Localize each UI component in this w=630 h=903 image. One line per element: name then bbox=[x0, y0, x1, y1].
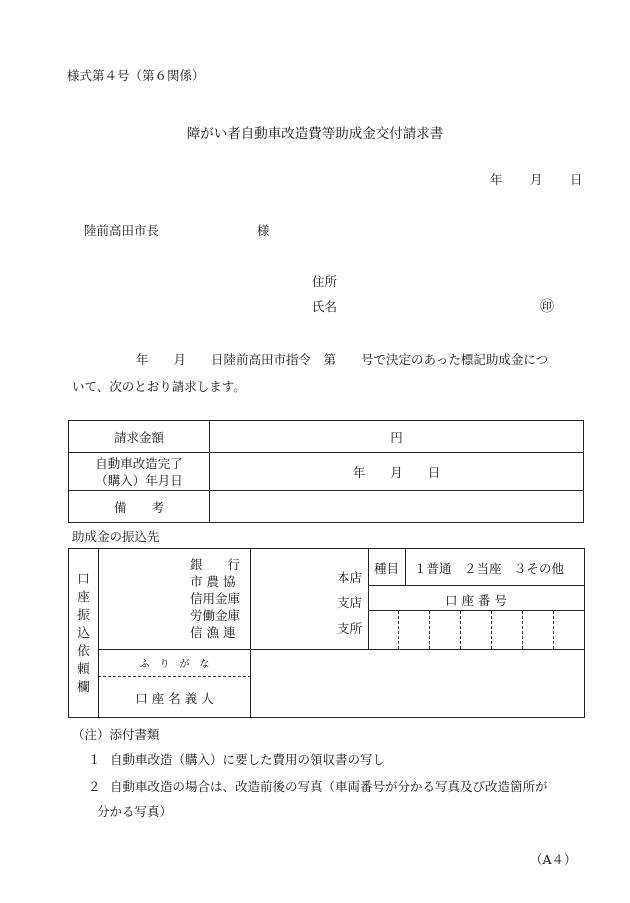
note-2-continued: 分かる写真） bbox=[97, 804, 173, 819]
note-2-number: ２ bbox=[88, 779, 101, 794]
branch-office: 支所 bbox=[337, 621, 363, 636]
date-year: 年 bbox=[490, 172, 503, 187]
note-1-text: 自動車改造（購入）に要した費用の領収書の写し bbox=[110, 752, 386, 767]
date-month: 月 bbox=[530, 172, 543, 187]
name-label: 氏名 bbox=[312, 299, 338, 314]
completion-date-cell[interactable] bbox=[210, 453, 584, 491]
claim-table bbox=[68, 420, 584, 523]
note-2-text: 自動車改造の場合は、改造前後の写真（車両番号が分かる写真及び改造箇所が bbox=[110, 779, 548, 794]
completion-value: 年 月 日 bbox=[352, 464, 441, 480]
institution-list: 銀 行 市 農 協 信用金庫 労働金庫 信 漁 連 bbox=[190, 557, 241, 640]
body-text-line1: 年 月 日陸前高田市指令 第 号で決定のあった標記助成金につ bbox=[136, 352, 549, 367]
type-options[interactable]: １普通 ２当座 ３その他 bbox=[414, 561, 565, 576]
side-label: 口 座 振 込 依 頼 欄 bbox=[77, 570, 90, 694]
paper-size: （A４） bbox=[530, 852, 577, 867]
remarks-label: 備 考 bbox=[69, 491, 210, 523]
note-1-number: １ bbox=[88, 752, 101, 767]
address-label: 住所 bbox=[312, 274, 338, 289]
amount-cell[interactable] bbox=[210, 421, 584, 453]
account-number-digits[interactable] bbox=[368, 611, 584, 649]
completion-label-cell bbox=[69, 453, 210, 491]
completion-label-1: 自動車改造完了 bbox=[95, 455, 183, 471]
branch-main: 本店 bbox=[337, 570, 363, 585]
account-number-label: 口 座 番 号 bbox=[445, 593, 507, 608]
remarks-cell[interactable] bbox=[210, 491, 584, 523]
holder-label: 口 座 名 義 人 bbox=[135, 691, 214, 706]
holder-input[interactable] bbox=[251, 677, 583, 716]
furigana-label: ふ り が な bbox=[139, 659, 210, 670]
body-text-line2: いて、次のとおり請求します。 bbox=[72, 379, 246, 394]
form-number: 様式第４号（第６関係） bbox=[67, 68, 205, 83]
notes-heading: （注）添付書類 bbox=[72, 727, 160, 742]
seal-mark: ㊞ bbox=[540, 299, 554, 315]
addressee-honorific: 様 bbox=[257, 223, 270, 238]
document-title: 障がい者自動車改造費等助成金交付請求書 bbox=[186, 126, 444, 142]
amount-label: 請求金額 bbox=[69, 421, 210, 453]
date-day: 日 bbox=[570, 172, 583, 187]
type-label: 種目 bbox=[374, 561, 400, 576]
branch-sub: 支店 bbox=[337, 595, 363, 610]
amount-unit: 円 bbox=[390, 429, 403, 445]
addressee-name: 陸前高田市長 bbox=[84, 223, 160, 238]
transfer-section-title: 助成金の振込先 bbox=[72, 529, 160, 544]
furigana-input[interactable] bbox=[251, 650, 583, 676]
completion-label-2: （購入）年月日 bbox=[95, 472, 183, 488]
